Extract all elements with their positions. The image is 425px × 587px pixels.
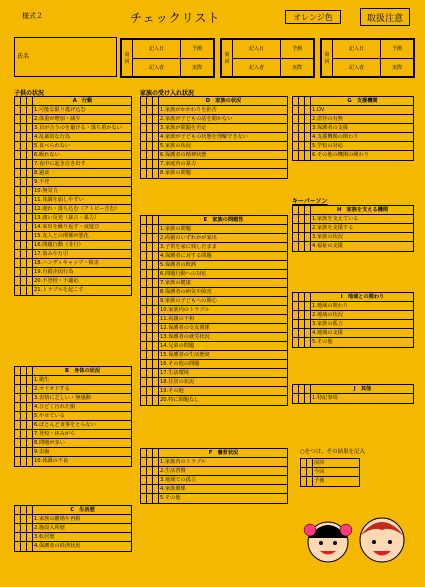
checklist-item-label: 6.保護者の精神状態	[160, 152, 207, 158]
checklist-item-label: 14.家出を繰り返す・夜遊び	[34, 224, 100, 230]
section-i	[292, 292, 414, 348]
checklist-row[interactable]	[15, 542, 131, 551]
checklist-item-label: 5.家族の状況	[160, 143, 191, 149]
section-title: C 生活歴	[70, 507, 95, 513]
checklist-item-label: 14.兄弟の問題	[160, 343, 195, 349]
checklist-item-label: 1.家族がかかわりを拒否	[160, 107, 217, 113]
section-title: F 養育状況	[208, 450, 239, 456]
checklist-row[interactable]	[293, 302, 413, 311]
checklist-item-label: 4.保護者の経済状況	[34, 543, 81, 549]
meta-grid-3[interactable]	[320, 38, 415, 78]
checklist-item-label: 16.問題行動（非行）	[34, 242, 84, 248]
section-title: E 家族の問題性	[203, 217, 244, 223]
checklist-row[interactable]	[15, 223, 131, 232]
section-header	[293, 385, 413, 394]
checklist-item-label: 20.不登校・不適応	[34, 278, 79, 284]
name-label: 氏名	[17, 53, 30, 60]
checklist-row[interactable]	[15, 385, 131, 394]
meta-entry-person-1: 記入者	[133, 58, 181, 77]
checklist-item-label: 12.保護者の交友関係	[160, 325, 210, 331]
meta-period-1: 第 回	[122, 40, 133, 77]
checklist-row[interactable]	[15, 448, 131, 457]
children-illustration	[300, 500, 410, 570]
color-label: オレンジ色	[285, 10, 341, 24]
checklist-row[interactable]	[141, 279, 287, 288]
checklist-item-label: 18.ハンディキャップ・障害	[34, 260, 99, 266]
checklist-item-label: 20.特に問題なし	[160, 397, 200, 403]
checklist-item-label: 9.不登	[34, 179, 50, 185]
checklist-item-label: 19.自殺企図行為	[34, 269, 74, 275]
checklist-row[interactable]	[141, 261, 287, 270]
checklist-item-label: 8.保護者の病気や障害	[160, 289, 212, 295]
section-header	[141, 97, 287, 106]
checklist-item-label: 12.遅れ・落ち込む（アトピー含む）	[34, 206, 120, 212]
checklist-row[interactable]	[15, 187, 131, 196]
meta-actual-3: 実際	[380, 58, 413, 77]
section-a	[14, 96, 132, 296]
checklist-row[interactable]	[293, 338, 413, 347]
checklist-row[interactable]	[15, 524, 131, 533]
checklist-item-label: 17.生活環境	[160, 370, 189, 376]
checklist-row[interactable]	[141, 324, 287, 333]
checklist-item-label: 2.施設入所歴	[34, 525, 65, 531]
checklist-row[interactable]	[293, 224, 413, 233]
checklist-row[interactable]	[141, 360, 287, 369]
checklist-item-label: 10.体調の不良	[34, 458, 69, 464]
checklist-row[interactable]	[15, 403, 131, 412]
checklist-row[interactable]	[15, 277, 131, 286]
checklist-row[interactable]	[15, 515, 131, 524]
meta-entry-date-1: 記入日	[133, 40, 181, 59]
checklist-row[interactable]	[15, 241, 131, 250]
checklist-item-label: 1.家族内のトラブル	[160, 459, 207, 465]
checklist-item-label: 8.問題が多い	[34, 440, 65, 446]
checklist-item-label: 5.保護者の飲酒	[160, 262, 197, 268]
checklist-item-label: 4.家族が子どもの状態を理解できない	[160, 134, 248, 140]
section-header	[141, 449, 287, 458]
checklist-row[interactable]	[15, 169, 131, 178]
meta-period-2: 第 回	[222, 40, 233, 77]
meta-forecast-1: 予測	[180, 40, 213, 59]
legend-note: ○をつけ、その結果を記入	[300, 449, 366, 455]
checklist-item-label: 1.特記事項	[312, 395, 338, 401]
meta-entry-person-2: 記入者	[233, 58, 281, 77]
checklist-item-label: 1.衛生	[34, 377, 50, 383]
checklist-item-label: 15.保護者の生活態度	[160, 352, 210, 358]
checklist-row[interactable]	[293, 151, 413, 160]
section-header	[293, 97, 413, 106]
legend-row: 前回	[314, 460, 325, 466]
meta-grid-2[interactable]	[220, 38, 315, 78]
checklist-row[interactable]	[15, 376, 131, 385]
checklist-row[interactable]	[141, 476, 287, 485]
section-e	[140, 215, 288, 406]
checklist-item-label: 7.登校・休みがち	[34, 431, 76, 437]
checklist-row[interactable]	[15, 115, 131, 124]
section-header	[15, 506, 131, 515]
checklist-row[interactable]	[15, 250, 131, 259]
checklist-row[interactable]	[293, 133, 413, 142]
checklist-row[interactable]	[141, 494, 287, 503]
checklist-item-label: 6.その他の機関の関わり	[312, 152, 369, 158]
checklist-row[interactable]	[15, 268, 131, 277]
checklist-row[interactable]	[141, 467, 287, 476]
checklist-row[interactable]	[293, 106, 413, 115]
checklist-row[interactable]	[293, 124, 413, 133]
checklist-item-label: 7.夜中に起き泣き出す	[34, 161, 86, 167]
section-h	[292, 205, 414, 252]
checklist-item-label: 18.住居の状況	[160, 379, 195, 385]
checklist-row[interactable]	[293, 142, 413, 151]
checklist-item-label: 2.生活習慣	[160, 468, 186, 474]
checklist-item-label: 21.トラブルを起こす	[34, 287, 84, 293]
checklist-row[interactable]	[293, 242, 413, 251]
checklist-row[interactable]	[293, 115, 413, 124]
checklist-row[interactable]	[15, 133, 131, 142]
checklist-row[interactable]	[141, 306, 287, 315]
checklist-item-label: 3.目が合うのを避ける・落ち着かない	[34, 125, 122, 131]
checklist-item-label: 15.友人との関係が悪化	[34, 233, 89, 239]
checklist-item-label: 17.盗みや万引	[34, 251, 69, 257]
checklist-row[interactable]	[15, 178, 131, 187]
family-group-title: 家族の受け入れ状況	[140, 90, 195, 97]
checklist-row[interactable]	[141, 396, 287, 405]
checklist-item-label: 6.ほとんど食事をとらない	[34, 422, 97, 428]
meta-actual-1: 実際	[180, 58, 213, 77]
checklist-item-label: 13.保護者の就労状況	[160, 334, 210, 340]
handling-label: 取扱注意	[360, 8, 410, 26]
section-title: A 行動	[72, 98, 93, 104]
meta-entry-person-3: 記入者	[333, 58, 381, 77]
checklist-row[interactable]	[293, 215, 413, 224]
checklist-item-label: 8.過食	[34, 170, 50, 176]
checklist-row[interactable]	[141, 225, 287, 234]
section-c	[14, 505, 132, 552]
children-group-title: 子供の状況	[14, 90, 45, 97]
checklist-row[interactable]	[15, 214, 131, 223]
page-title: チェックリスト	[130, 11, 221, 25]
form-number: 様式２	[22, 12, 43, 20]
checklist-row[interactable]	[15, 151, 131, 160]
meta-actual-2: 実際	[280, 58, 313, 77]
checklist-item-label: 2.地域の状況	[312, 312, 343, 318]
checklist-row[interactable]	[141, 124, 287, 133]
checklist-item-label: 2.虐待の有無	[312, 116, 343, 122]
section-title: G 支援機関	[347, 98, 378, 104]
meta-forecast-3: 予測	[380, 40, 413, 59]
section-j	[292, 384, 414, 404]
checklist-item-label: 10.家族内のトラブル	[160, 307, 210, 313]
section-title: J 其他	[353, 386, 372, 392]
checklist-row[interactable]	[141, 458, 287, 467]
checklist-row[interactable]	[141, 315, 287, 324]
checklist-row[interactable]	[141, 252, 287, 261]
checklist-item-label: 3.家族の孤立	[312, 321, 343, 327]
meta-forecast-2: 予測	[280, 40, 313, 59]
checklist-row[interactable]	[15, 439, 131, 448]
checklist-row[interactable]	[15, 457, 131, 466]
checklist-item-label: 11.両親の不和	[160, 316, 195, 322]
checklist-row[interactable]	[141, 270, 287, 279]
legend-table	[300, 458, 360, 487]
checklist-row[interactable]	[293, 311, 413, 320]
checklist-row[interactable]	[141, 297, 287, 306]
checklist-item-label: 3.家族の状況	[312, 234, 343, 240]
checklist-item-label: 5.やせている	[34, 413, 65, 419]
checklist-item-label: 3.表情に乏しい・無感動	[34, 395, 91, 401]
checklist-item-label: 9.家族の子どもへの関心	[160, 298, 217, 304]
checklist-item-label: 4.乱暴的な行為	[34, 134, 71, 140]
checklist-row[interactable]	[293, 320, 413, 329]
checklist-item-label: 3.家族が問題を否定	[160, 125, 207, 131]
checklist-row[interactable]	[141, 115, 287, 124]
section-header	[15, 97, 131, 106]
checklist-item-label: 1.家族の問題	[160, 226, 191, 232]
checklist-row[interactable]	[141, 342, 287, 351]
checklist-item-label: 5.学校の対応	[312, 143, 343, 149]
section-header	[293, 293, 413, 302]
section-header	[293, 206, 413, 215]
checklist-row[interactable]	[15, 421, 131, 430]
checklist-item-label: 2.オドオドする	[34, 386, 70, 392]
checklist-item-label: 3.地域での孤立	[160, 477, 197, 483]
checklist-item-label: 2.家族が子どもの話を聞かない	[160, 116, 233, 122]
checklist-row[interactable]	[141, 369, 287, 378]
checklist-item-label: 2.両親のいずれかが家出	[160, 235, 217, 241]
meta-entry-date-3: 記入日	[333, 40, 381, 59]
checklist-row[interactable]	[141, 133, 287, 142]
checklist-item-label: 4.ひどく汚れた服	[34, 404, 76, 410]
checklist-row[interactable]	[293, 329, 413, 338]
checklist-item-label: 11.体調を崩しやすい	[34, 197, 84, 203]
checklist-row[interactable]	[141, 351, 287, 360]
checklist-item-label: 5.その他	[160, 495, 181, 501]
checklist-row[interactable]	[141, 485, 287, 494]
checklist-item-label: 19.その他	[160, 388, 184, 394]
checklist-item-label: 1.DV	[312, 107, 325, 113]
keyperson-group-title: キーパーソン	[292, 198, 328, 205]
checklist-item-label: 10.無気力	[34, 188, 58, 194]
section-f	[140, 448, 288, 504]
checklist-row[interactable]	[15, 232, 131, 241]
section-title: D 家族の状況	[205, 98, 242, 104]
checklist-item-label: 5.食べられない	[34, 143, 71, 149]
checklist-row[interactable]	[15, 394, 131, 403]
checklist-item-label: 3.子供を家に残したまま	[160, 244, 217, 250]
checklist-row[interactable]	[15, 106, 131, 115]
checklist-item-label: 7.家族の健康	[160, 280, 191, 286]
meta-period-3: 第 回	[322, 40, 333, 77]
checklist-item-label: 5.その他	[312, 339, 333, 345]
section-d	[140, 96, 288, 179]
checklist-row[interactable]	[141, 151, 287, 160]
checklist-row[interactable]	[15, 196, 131, 205]
checklist-item-label: 3.転居歴	[34, 534, 55, 540]
section-header	[15, 367, 131, 376]
checklist-item-label: 2.体重が増加・減少	[34, 116, 81, 122]
checklist-item-label: 1.家族を支えている	[312, 216, 359, 222]
section-title: B 身体の状況	[64, 368, 101, 374]
checklist-row[interactable]	[141, 234, 287, 243]
checklist-item-label: 4.支援機関の関わり	[312, 134, 359, 140]
checklist-row[interactable]	[15, 412, 131, 421]
checklist-row[interactable]	[141, 142, 287, 151]
checklist-item-label: 13.強い反発（暴言・暴力）	[34, 215, 100, 221]
checklist-row[interactable]	[15, 160, 131, 169]
checklist-row[interactable]	[141, 288, 287, 297]
boy-face-icon	[360, 518, 404, 562]
girl-face-icon	[304, 522, 352, 562]
checklist-item-label: 4.保護者に対する問題	[160, 253, 212, 259]
checklist-item-label: 8.家族の問題	[160, 170, 191, 176]
checklist-row[interactable]	[293, 394, 413, 403]
checklist-row[interactable]	[15, 430, 131, 439]
checklist-item-label: 9.虫歯	[34, 449, 50, 455]
section-b	[14, 366, 132, 467]
checklist-row[interactable]	[15, 124, 131, 133]
section-title: I 地域との関わり	[340, 294, 385, 300]
checklist-item-label: 6.問題行動への対応	[160, 271, 207, 277]
checklist-item-label: 1.地域の関わり	[312, 303, 349, 309]
checklist-item-label: 3.保護者の支援	[312, 125, 349, 131]
checklist-item-label: 4.地域の支援	[312, 330, 343, 336]
checklist-row[interactable]	[141, 160, 287, 169]
checklist-row[interactable]	[15, 142, 131, 151]
checklist-row[interactable]	[141, 169, 287, 178]
checklist-row[interactable]	[15, 286, 131, 295]
section-title: H 家族を支える機関	[336, 207, 389, 213]
checklist-row[interactable]	[141, 333, 287, 342]
section-header	[141, 216, 287, 225]
legend-row: 予後	[314, 478, 325, 484]
checklist-row[interactable]	[293, 233, 413, 242]
legend-row: 今回	[314, 469, 325, 475]
checklist-item-label: 16.その他の問題	[160, 361, 200, 367]
checklist-item-label: 1.家族の離婚や再婚	[34, 516, 81, 522]
section-g	[292, 96, 414, 161]
checklist-row[interactable]	[141, 387, 287, 396]
checklist-row[interactable]	[15, 533, 131, 542]
checklist-item-label: 2.家族を支援する	[312, 225, 354, 231]
checklist-row[interactable]	[141, 378, 287, 387]
name-field[interactable]	[14, 37, 117, 77]
checklist-item-label: 6.眠れない	[34, 152, 60, 158]
checklist-item-label: 7.家庭内の暴力	[160, 161, 197, 167]
checklist-item-label: 4.家族関係	[160, 486, 186, 492]
checklist-row[interactable]	[141, 106, 287, 115]
checklist-item-label: 1.可能な限り逃げ込む	[34, 107, 86, 113]
checklist-item-label: 4.福祉の支援	[312, 243, 343, 249]
checklist-row[interactable]	[15, 205, 131, 214]
checklist-row[interactable]	[141, 243, 287, 252]
checklist-row[interactable]	[15, 259, 131, 268]
meta-grid-1[interactable]	[120, 38, 215, 78]
meta-entry-date-2: 記入日	[233, 40, 281, 59]
